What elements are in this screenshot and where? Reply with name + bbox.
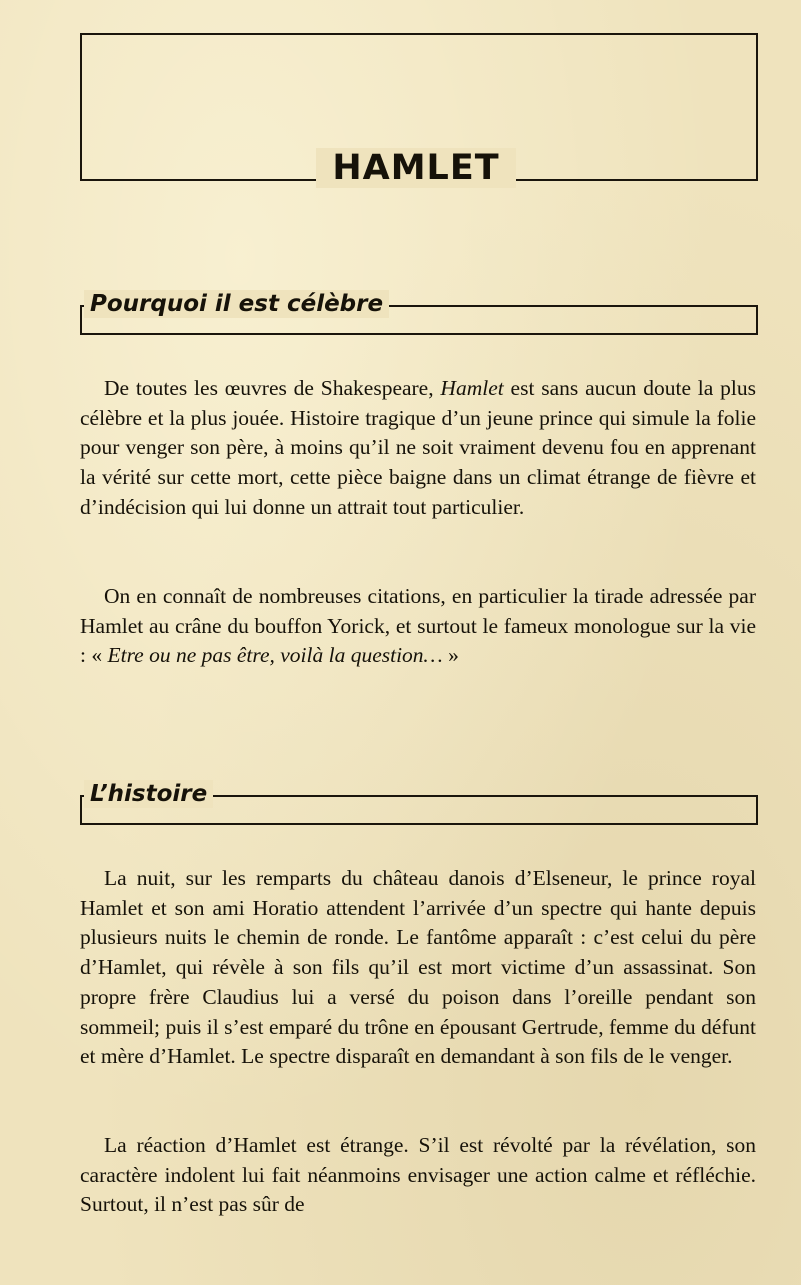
paragraph: On en connaît de nombreuses citations, en particulier la tirade adressée par Hamlet au crâne du bouffon Yorick, et surtout le fameux monologue sur la vie : « Etre ou ne pas être, voilà la question… » (80, 584, 756, 668)
section-heading: Pourquoi il est célèbre (84, 290, 389, 318)
section-heading: L’histoire (84, 780, 213, 808)
page-title: HAMLET (316, 148, 516, 188)
paragraph: La nuit, sur les remparts du château danois d’Elseneur, le prince royal Hamlet et son ami Horatio attendent l’arrivée d’un spectre qui hante depuis plusieurs nuits le chemin de ronde. Le fantôme apparaît : c’est celui du père d’Hamlet, qui révèle à son fils qu’il est mort victime d’un assassinat. Son propre frère Claudius lui a versé du poison dans l’oreille pendant son sommeil; puis il s’est emparé du trône en épousant Gertrude, femme du défunt et mère d’Hamlet. Le spectre disparaît en demandant à son fils de le venger. (80, 866, 756, 1069)
paragraph: La réaction d’Hamlet est étrange. S’il est révolté par la révélation, son caractère indolent lui fait néanmoins envisager une action calme et réfléchie. Surtout, il n’est pas sûr de (80, 1133, 756, 1217)
paragraph: De toutes les œuvres de Shakespeare, Hamlet est sans aucun doute la plus célèbre et la plus jouée. Histoire tragique d’un jeune prince qui simule la folie pour venger son père, à moins qu’il ne soit vraiment devenu fou en apprenant la vérité sur cette mort, cette pièce baigne dans un climat étrange de fièvre et d’indécision qui lui donne un attrait tout particulier. (80, 376, 756, 519)
